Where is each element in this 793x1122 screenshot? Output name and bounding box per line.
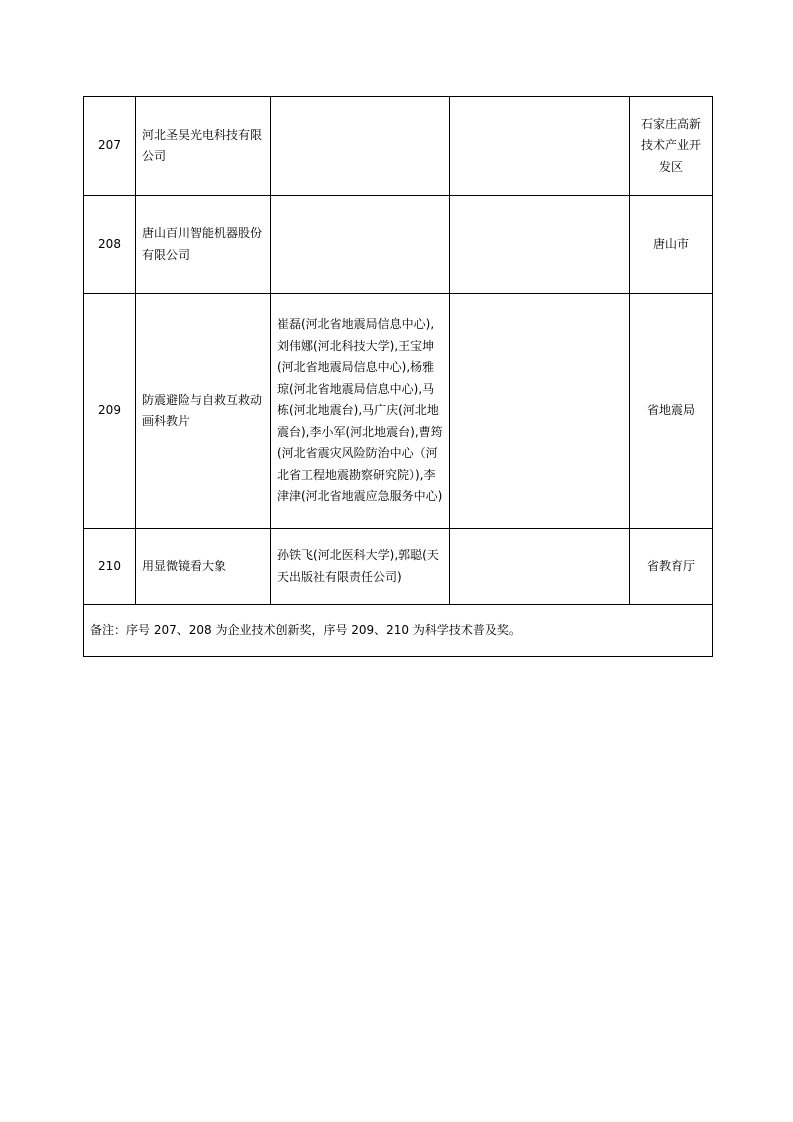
completing-unit-cell	[450, 196, 630, 294]
note-text: 备注：序号 207、208 为企业技术创新奖，序号 209、210 为科学技术普及奖。	[84, 605, 713, 657]
serial-number-cell: 207	[84, 97, 136, 196]
completers-cell: 崔磊(河北省地震局信息中心),刘伟娜(河北科技大学),王宝坤(河北省地震局信息中心),杨雅琼(河北省地震局信息中心),马栋(河北地震台),马广庆(河北地震台),李小军(河北地震台),曹筠(河北省震灾风险防治中心（河北省工程地震勘察研究院）),李津津(河北省地震应急服务中心)	[271, 294, 450, 529]
completers-cell	[271, 97, 450, 196]
recommender-cell: 省地震局	[630, 294, 713, 529]
completing-unit-cell	[450, 294, 630, 529]
awards-table	[83, 96, 713, 657]
note-row	[84, 605, 713, 657]
table-row	[84, 529, 713, 605]
recommender-cell: 省教育厅	[630, 529, 713, 605]
serial-number-cell: 210	[84, 529, 136, 605]
completing-unit-cell	[450, 97, 630, 196]
table-row	[84, 196, 713, 294]
serial-number-cell: 209	[84, 294, 136, 529]
completers-cell: 孙铁飞(河北医科大学),郭聪(天天出版社有限责任公司)	[271, 529, 450, 605]
table-row	[84, 294, 713, 529]
table-row	[84, 97, 713, 196]
project-name-cell: 防震避险与自救互救动画科教片	[136, 294, 271, 529]
completing-unit-cell	[450, 529, 630, 605]
project-name-cell: 河北圣昊光电科技有限公司	[136, 97, 271, 196]
completers-cell	[271, 196, 450, 294]
project-name-cell: 唐山百川智能机器股份有限公司	[136, 196, 271, 294]
recommender-cell: 唐山市	[630, 196, 713, 294]
project-name-cell: 用显微镜看大象	[136, 529, 271, 605]
serial-number-cell: 208	[84, 196, 136, 294]
recommender-cell: 石家庄高新技术产业开发区	[630, 97, 713, 196]
